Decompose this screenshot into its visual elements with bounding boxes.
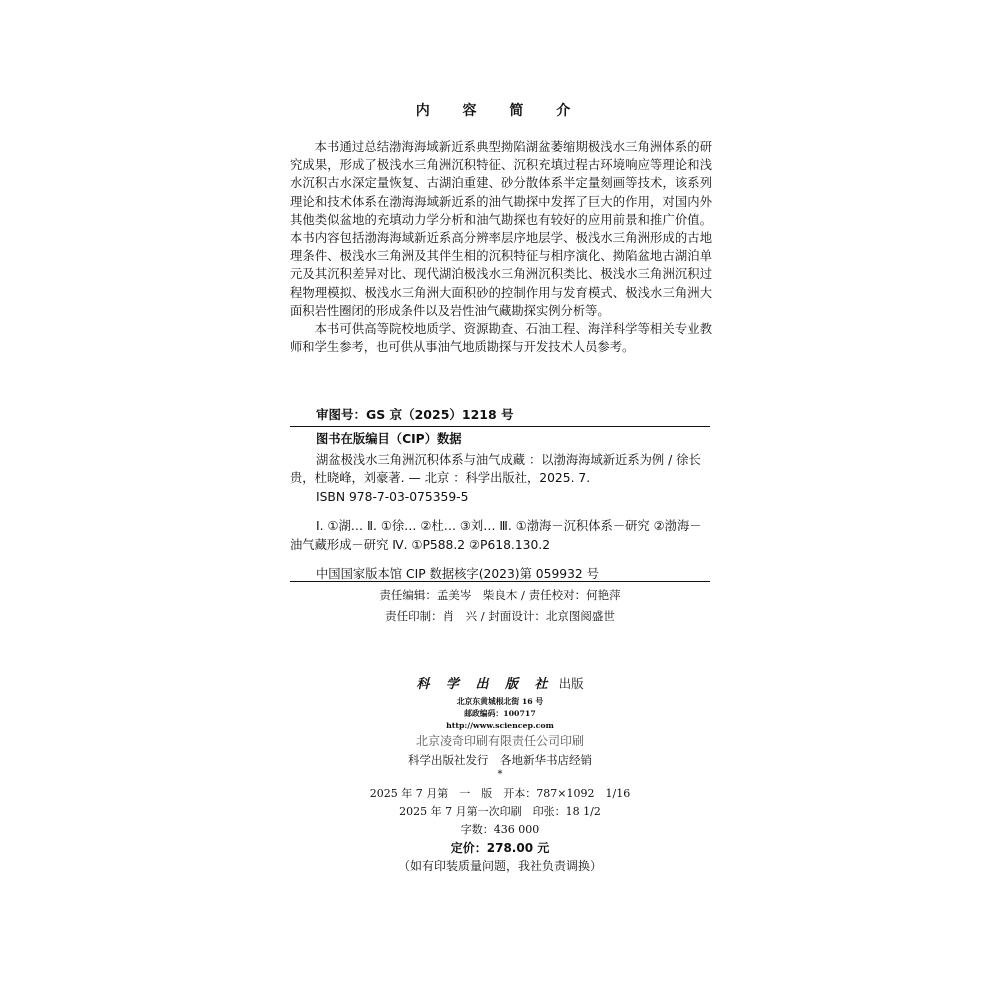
publisher-block xyxy=(290,672,710,875)
divider-bottom xyxy=(290,581,710,582)
summary-paragraph-1: 本书通过总结渤海海域新近系典型拗陷湖盆萎缩期极浅水三角洲体系的研究成果，形成了极浅水三角洲沉积特征、沉积充填过程古环境响应等理论和浅水沉积古水深定量恢复、古湖泊重建、砂分散体系半定量刻画等技术，该系列理论和技术体系在渤海海域新近系的油气勘探中发挥了巨大的作用，对国内外其他类似盆地的充填动力学分析和油气勘探也有较好的应用前景和推广价值。本书内容包括渤海海域新近系高分辨率层序地层学、极浅水三角洲形成的古地理条件、极浅水三角洲及其伴生相的沉积特征与相序演化、拗陷盆地古湖泊单元及其沉积差异对比、现代湖泊极浅水三角洲沉积类比、极浅水三角洲沉积过程物理模拟、极浅水三角洲大面积砂的控制作用与发育模式、极浅水三角洲大面积岩性圈闭的形成条件以及岩性油气藏勘探实例分析等。 xyxy=(290,140,712,318)
cip-heading: 图书在版编目（CIP）数据 xyxy=(316,432,462,446)
word-count: 字数：436 000 xyxy=(460,823,540,836)
cip-record: 湖盆极浅水三角洲沉积体系与油气成藏 ：以渤海海域新近系为例 / 徐长贵，杜晓峰，刘豪著. — 北京 ：科学出版社，2025. 7. xyxy=(290,452,701,485)
printing-info: 2025 年 7 月第一次印刷 印张：18 1/2 xyxy=(399,805,601,818)
summary-paragraph-2: 本书可供高等院校地质学、资源勘查、石油工程、海洋科学等相关专业教师和学生参考，也可供从事油气地质勘探与开发技术人员参考。 xyxy=(290,322,712,355)
separator-star: * xyxy=(497,769,503,780)
publisher-suffix: 出版 xyxy=(558,676,584,691)
editor-credits: 责任编辑：孟美岑 柴良木 / 责任校对：何艳萍 xyxy=(379,588,621,602)
map-review-number: 审图号：GS 京（2025）1218 号 xyxy=(316,407,514,422)
publisher-postcode: 邮政编码：100717 xyxy=(464,709,536,718)
cip-data-number: 中国国家版本馆 CIP 数据核字(2023)第 059932 号 xyxy=(316,567,599,581)
cip-classification: Ⅰ. ①湖… Ⅱ. ①徐… ②杜… ③刘… Ⅲ. ①渤海－沉积体系－研究 ②渤海－油气藏形成－研究 Ⅳ. ①P588.2 ②P618.130.2 xyxy=(290,519,702,552)
printer: 北京凌奇印刷有限责任公司印刷 xyxy=(415,734,584,748)
cip-block xyxy=(290,430,712,584)
quality-note: （如有印装质量问题，我社负责调换） xyxy=(397,859,602,873)
isbn: ISBN 978-7-03-075359-5 xyxy=(316,489,469,504)
publisher-address: 北京东黄城根北街 16 号 xyxy=(456,697,544,706)
page-title: 内 容 简 介 xyxy=(415,103,585,119)
publisher-url: http://www.sciencep.com xyxy=(446,721,554,730)
production-credits: 责任印制：肖 兴 / 封面设计：北京图阅盛世 xyxy=(385,609,615,623)
price: 定价：278.00 元 xyxy=(450,841,550,855)
publisher-logo: 科 学 出 版 社 xyxy=(416,677,554,692)
divider-top xyxy=(290,426,710,427)
edition-info: 2025 年 7 月第 一 版 开本：787×1092 1/16 xyxy=(369,787,631,800)
distribution: 科学出版社发行 各地新华书店经销 xyxy=(408,753,592,767)
summary-section xyxy=(290,138,712,356)
credits-block xyxy=(290,585,710,627)
